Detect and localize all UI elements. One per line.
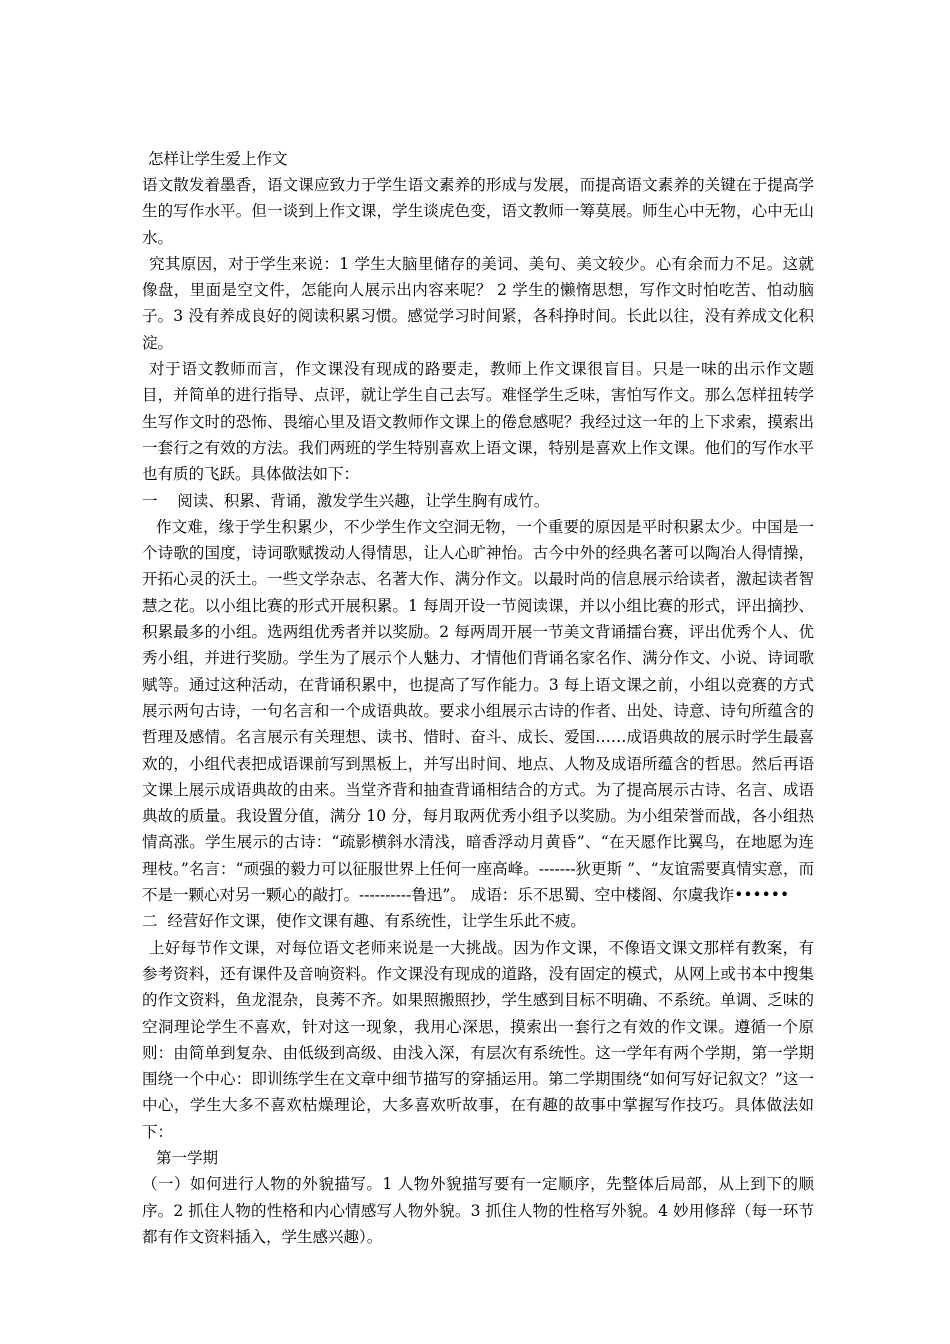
section-heading-two: 二 经营好作文课，使作文课有趣、有系统性，让学生乐此不疲。 [142, 912, 586, 931]
paragraph-student-reasons: 究其原因，对于学生来说：1 学生大脑里储存的美词、美句、美文较少。心有余而力不足。这就像盘，里面是空文件，怎能向人展示出内容来呢？ 2 学生的懒惰思想，写作文时怕吃苦、怕动脑子。3 没有养成良好的阅读积累习惯。感觉学习时间紧，各科挣时间。长此以往，没有养成文化积淀。 [142, 254, 814, 352]
subheading-first-semester: 第一学期 [156, 1148, 219, 1167]
document-page [142, 146, 814, 1250]
document-title: 怎样让学生爱上作文 [148, 150, 288, 168]
paragraph-intro: 语文散发着墨香，语文课应致力于学生语文素养的形成与发展，而提高语文素养的关键在于提高学生的写作水平。但一谈到上作文课，学生谈虎色变，语文教师一筹莫展。师生心中无物，心中无山水。 [142, 176, 814, 247]
paragraph-appearance-description: （一）如何进行人物的外貌描写。1 人物外貌描写要有一定顺序，先整体后局部，从上到下的顺序。2 抓住人物的性格和内心情感写人物外貌。3 抓住人物的性格写外貌。4 妙用修辞（每一环节都有作文资料插入，学生感兴趣）。 [142, 1175, 814, 1246]
paragraph-writing-class: 上好每节作文课，对每位语文老师来说是一大挑战。因为作文课，不像语文课文那样有教案，有参考资料，还有课件及音响资料。作文课没有现成的道路，没有固定的模式，从网上或书本中搜集的作文资料，鱼龙混杂，良莠不齐。如果照搬照抄，学生感到目标不明确、不系统。单调、乏味的空洞理论学生不喜欢，针对这一现象，我用心深思，摸索出一套行之有效的作文课。遵循一个原则：由简单到复杂、由低级到高级、由浅入深，有层次有系统性。这一学年有两个学期，第一学期围绕一个中心：即训练学生在文章中细节描写的穿插运用。第二学期围绕“如何写好记叙文？”这一中心，学生大多不喜欢枯燥理论，大多喜欢听故事，在有趣的故事中掌握写作技巧。具体做法如下： [142, 938, 814, 1141]
section-heading-one: 一 阅读、积累、背诵，激发学生兴趣，让学生胸有成竹。 [142, 491, 550, 510]
paragraph-accumulation: 作文难，缘于学生积累少，不少学生作文空洞无物，一个重要的原因是平时积累太少。中国是一个诗歌的国度，诗词歌赋拨动人得情思，让人心旷神怡。古今中外的经典名著可以陶冶人得情操，开拓心灵的沃土。一些文学杂志、名著大作、满分作文。以最时尚的信息展示给读者，激起读者智慧之花。以小组比赛的形式开展积累。1 每周开设一节阅读课，并以小组比赛的形式，评出摘抄、积累最多的小组。选两组优秀者并以奖励。2 每两周开展一节美文背诵擂台赛，评出优秀个人、优秀小组，并进行奖励。学生为了展示个人魅力、才情他们背诵名家名作、满分作文、小说、诗词歌赋等。通过这种活动，在背诵积累中，也提高了写作能力。3 每上语文课之前，小组以竞赛的方式展示两句古诗，一句名言和一个成语典故。要求小组展示古诗的作者、出处、诗意、诗句所蕴含的哲理及感情。名言展示有关理想、读书、惜时、奋斗、成长、爱国……成语典故的展示时学生最喜欢的，小组代表把成语课前写到黑板上，并写出时间、地点、人物及成语所蕴含的哲思。然后再语文课上展示成语典故的由来。当堂齐背和抽查背诵相结合的方式。为了提高展示古诗、名言、成语典故的质量。我设置分值，满分 10 分，每月取两优秀小组予以奖励。为小组荣誉而战，各小组热情高涨。学生展示的古诗：“疏影横斜水清浅，暗香浮动月黄昏”、“在天愿作比翼鸟，在地愿为连理枝。”名言：“顽强的毅力可以征服世界上任何一座高峰。-------狄更斯 ”、“友谊需要真情实意，而不是一颗心对另一颗心的敲打。----------鲁迅”。 成语：乐不思蜀、空中楼阁、尔虞我诈•••••• [142, 517, 814, 905]
paragraph-teacher-reasons: 对于语文教师而言，作文课没有现成的路要走，教师上作文课很盲目。只是一味的出示作文题目，并简单的进行指导、点评，就让学生自己去写。难怪学生乏味，害怕写作文。那么怎样扭转学生写作文时的恐怖、畏缩心里及语文教师作文课上的倦怠感呢？我经过这一年的上下求索，摸索出一套行之有效的方法。我们两班的学生特别喜欢上语文课，特别是喜欢上作文课。他们的写作水平也有质的飞跃。具体做法如下： [142, 360, 814, 484]
